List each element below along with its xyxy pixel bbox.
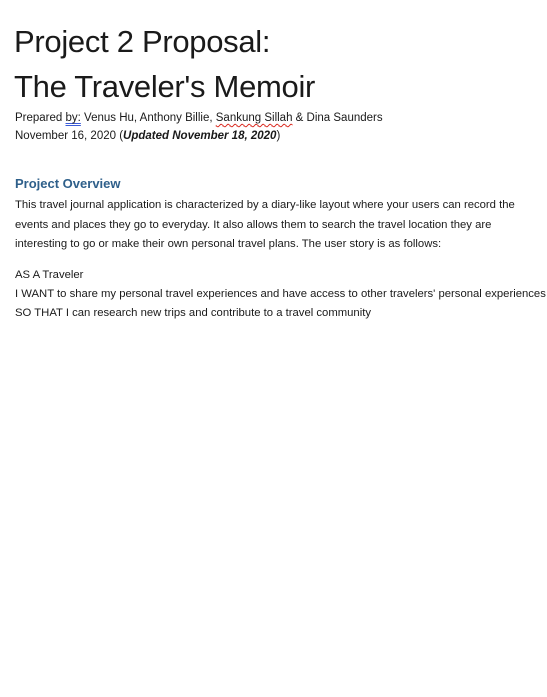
date-line (15, 128, 280, 144)
grammar-flagged-by: by: (65, 112, 81, 124)
date-updated: Updated November 18, 2020 (123, 130, 277, 142)
document-title-line-2: The Traveler's Memoir (14, 69, 316, 104)
author-names-a: Venus Hu, Anthony Billie, (80, 112, 216, 124)
date-close-paren: ) (276, 130, 281, 142)
document-title-line-1: Project 2 Proposal: (14, 24, 271, 59)
prepared-prefix: Prepared (15, 112, 66, 124)
author-names-b: & Dina Saunders (292, 112, 383, 124)
overview-paragraph: This travel journal application is characterized by a diary-like layout where your users can record the events and places they go to everyday. It also allows them to search the travel location they are interesting to go or make their own personal travel plans. The user story is as follows: (15, 199, 515, 250)
section-heading-project-overview: Project Overview (15, 176, 121, 191)
spelling-flagged-name: Sankung Sillah (215, 112, 293, 124)
user-story-as: AS A Traveler (15, 269, 84, 281)
user-story-so-that: SO THAT I can research new trips and contribute to a travel community (15, 307, 372, 319)
user-story-want: I WANT to share my personal travel experiences and have access to other travelers' personal experiences (15, 288, 546, 300)
date-original: November 16, 2020 ( (15, 130, 124, 142)
prepared-by-line (15, 110, 383, 126)
